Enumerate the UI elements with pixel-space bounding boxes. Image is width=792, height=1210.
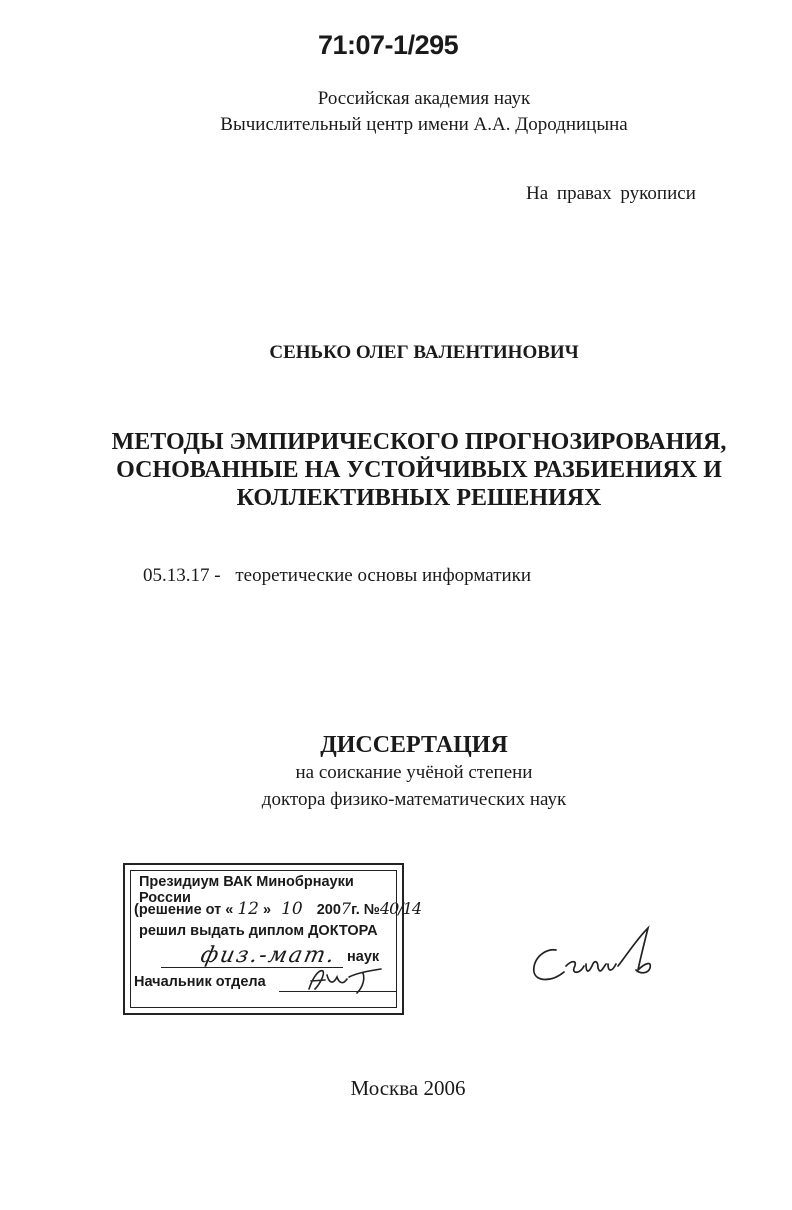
stamp-year-digit: 7: [340, 899, 352, 918]
stamp-month: 10: [281, 899, 303, 919]
stamp-quote-close: »: [263, 902, 272, 918]
stamp-presidium-line: Президиум ВАК Минобрнауки России: [139, 874, 354, 906]
dissertation-title: [0, 428, 792, 512]
stamp-signature: [303, 963, 393, 997]
stamp-inner-frame: [130, 870, 422, 1008]
stamp-doctor-line: решил выдать диплом ДОКТОРА: [139, 923, 378, 939]
author-signature: [522, 920, 672, 990]
manuscript-note: На правах рукописи: [526, 183, 696, 204]
title-line: ОСНОВАННЫЕ НА УСТОЙЧИВЫХ РАЗБИЕНИЯХ И: [116, 457, 722, 483]
stamp-day: 12: [237, 899, 259, 919]
document-type-heading: ДИССЕРТАЦИЯ: [320, 732, 508, 758]
institute-name: Вычислительный центр имени А.А. Дородницына: [220, 114, 628, 135]
city-year: Москва 2006: [350, 1076, 466, 1100]
stamp-head-of-department: Начальник отдела: [134, 974, 266, 990]
specialty: [143, 565, 531, 587]
registry-number: 71:07-1/295: [318, 30, 459, 60]
stamp-sciences-label: наук: [347, 949, 380, 965]
stamp-number: 40/14: [379, 899, 422, 918]
stamp-year-prefix: 200: [316, 902, 341, 918]
degree-line: на соискание учёной степени: [295, 762, 533, 783]
vak-stamp: [123, 863, 422, 1015]
title-line: КОЛЛЕКТИВНЫХ РЕШЕНИЯХ: [236, 485, 602, 511]
organization-name: Российская академия наук: [317, 88, 531, 109]
stamp-decision-prefix: (решение от «: [134, 902, 234, 918]
specialty-code: 05.13.17 -: [143, 565, 221, 586]
stamp-number-label: г. №: [351, 902, 380, 918]
author-name: СЕНЬКО ОЛЕГ ВАЛЕНТИНОВИЧ: [269, 342, 579, 363]
title-line: МЕТОДЫ ЭМПИРИЧЕСКОГО ПРОГНОЗИРОВАНИЯ,: [111, 429, 727, 455]
stamp-handwritten-field: физ.-мат.: [198, 943, 339, 968]
stamp-decision-line: [134, 899, 421, 919]
specialty-name: теоретические основы информатики: [235, 565, 532, 586]
degree-line: доктора физико-математических наук: [261, 789, 567, 810]
